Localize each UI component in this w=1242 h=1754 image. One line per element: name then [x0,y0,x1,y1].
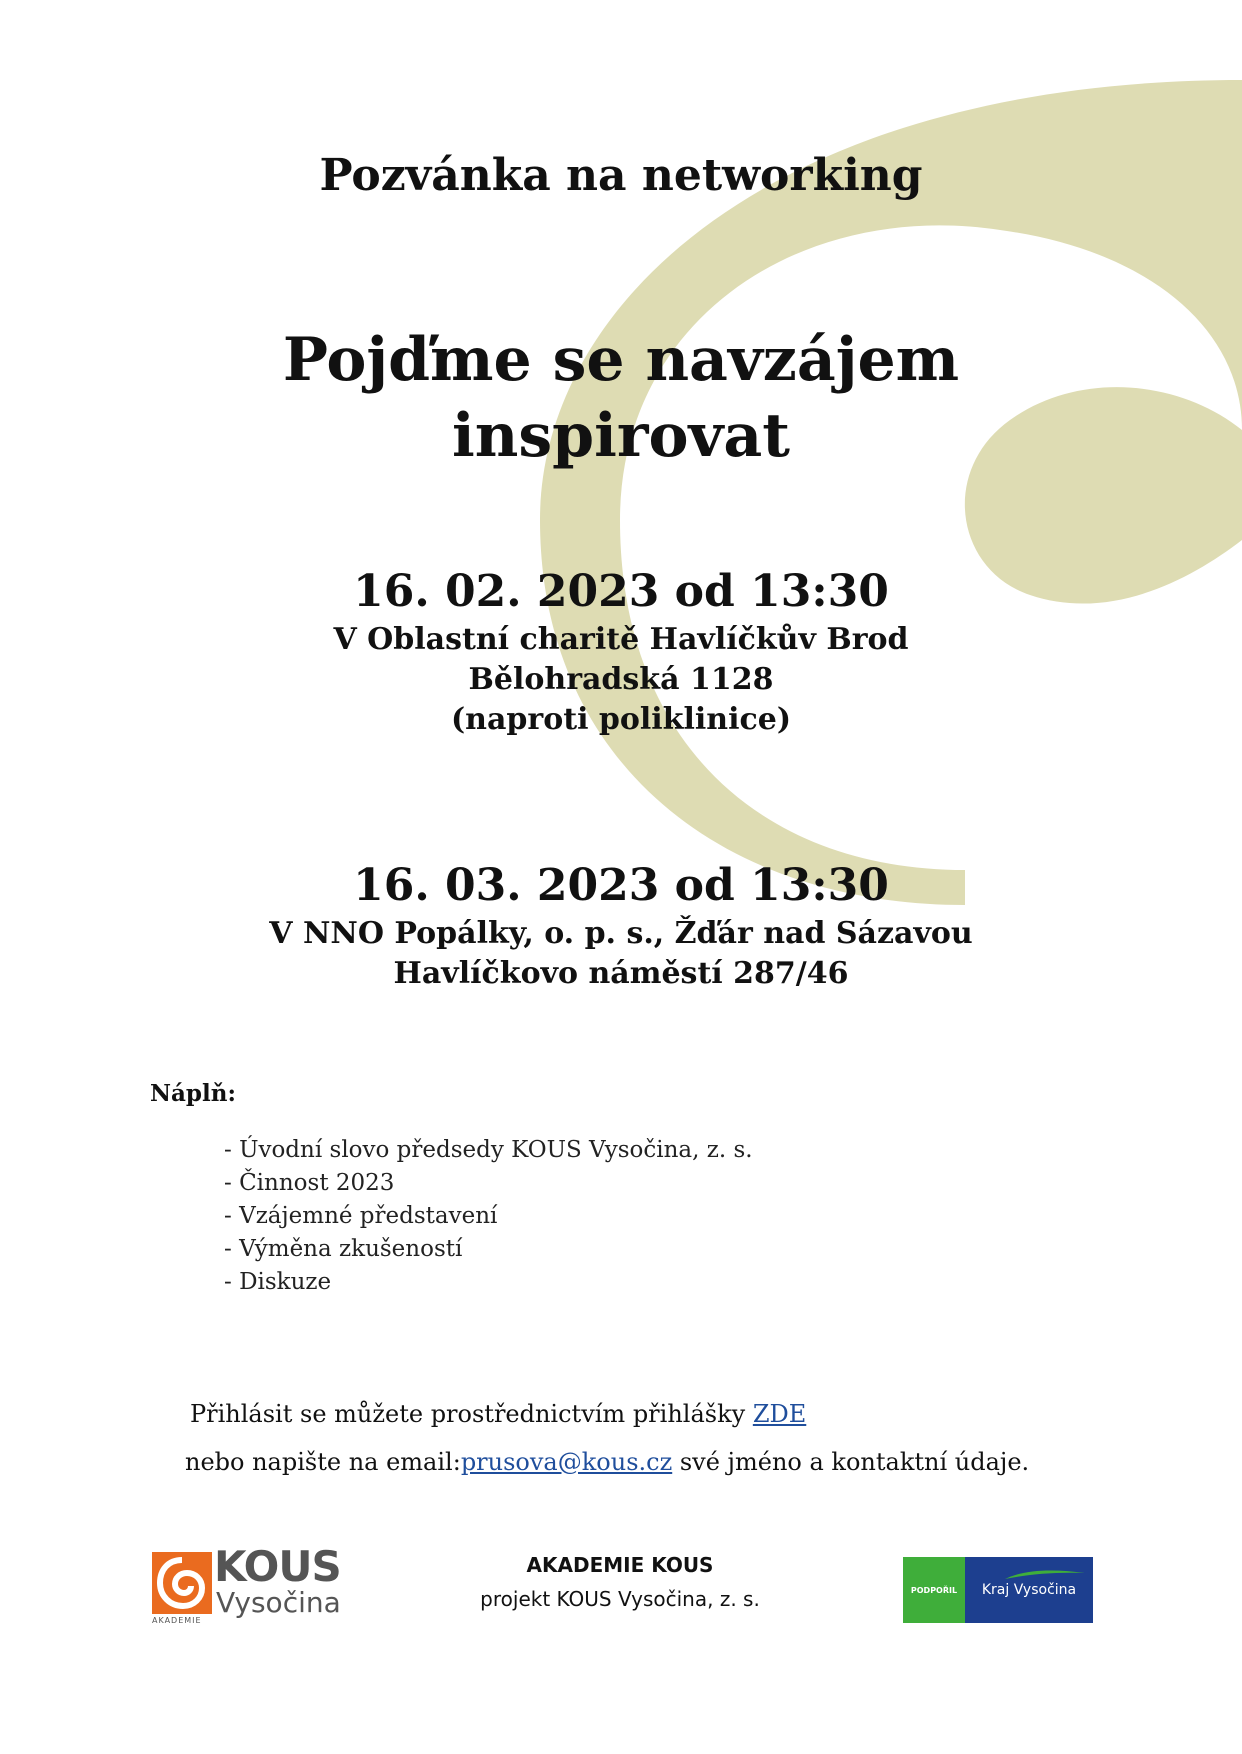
event-1 [0,564,1242,740]
signup-line-1 [190,1398,806,1430]
content-list [224,1134,753,1299]
email-suffix: své jméno a kontaktní údaje. [672,1448,1030,1476]
kous-logo-text: KOUS [214,1542,341,1591]
kous-spiral-logo-icon [152,1552,212,1614]
event-date: 16. 03. 2023 od 13:30 [353,860,889,911]
kous-logo [152,1542,342,1625]
list-item: - Úvodní slovo předsedy KOUS Vysočina, z. s. [224,1137,753,1163]
signup-link[interactable]: ZDE [752,1400,807,1428]
event-date: 16. 02. 2023 od 13:30 [353,566,889,617]
event-address: Havlíčkovo náměstí 287/46 [393,956,849,991]
event-location: V Oblastní charitě Havlíčkův Brod [333,622,909,657]
list-item: - Vzájemné představení [224,1203,498,1229]
footer-project: projekt KOUS Vysočina, z. s. [480,1587,760,1611]
event-note: (naproti poliklinice) [450,702,792,737]
list-item: - Činnost 2023 [224,1170,395,1196]
signup-line-2 [185,1446,1029,1478]
footer-org: AKADEMIE KOUS [526,1553,714,1577]
kous-logo-tiny: AKADEMIE [152,1616,202,1625]
content-title: Náplň: [150,1080,236,1107]
event-2 [0,858,1242,994]
list-item: - Výměna zkušeností [224,1236,463,1262]
kraj-swoosh-icon [1005,1567,1085,1581]
kraj-name: Kraj Vysočina [981,1582,1077,1598]
kous-logo-sub: Vysočina [216,1586,341,1619]
kraj-badge-right [965,1557,1093,1623]
list-item: - Diskuze [224,1269,332,1295]
title-line-1: Pojďme se navzájem [282,325,960,395]
kraj-badge-left: PODPOŘIL [903,1557,965,1623]
title-line-2: inspirovat [451,401,791,471]
signup-text: Přihlásit se můžete prostřednictvím přihlášky [190,1400,753,1428]
page-subtitle: Pozvánka na networking [319,150,923,201]
email-prefix: nebo napište na email: [185,1448,461,1476]
email-link[interactable]: prusova@kous.cz [460,1448,673,1476]
event-location: V NNO Popálky, o. p. s., Žďár nad Sázavou [269,916,973,951]
page-title [0,322,1242,474]
event-address: Bělohradská 1128 [468,662,774,697]
kraj-vysocina-logo [903,1557,1093,1623]
